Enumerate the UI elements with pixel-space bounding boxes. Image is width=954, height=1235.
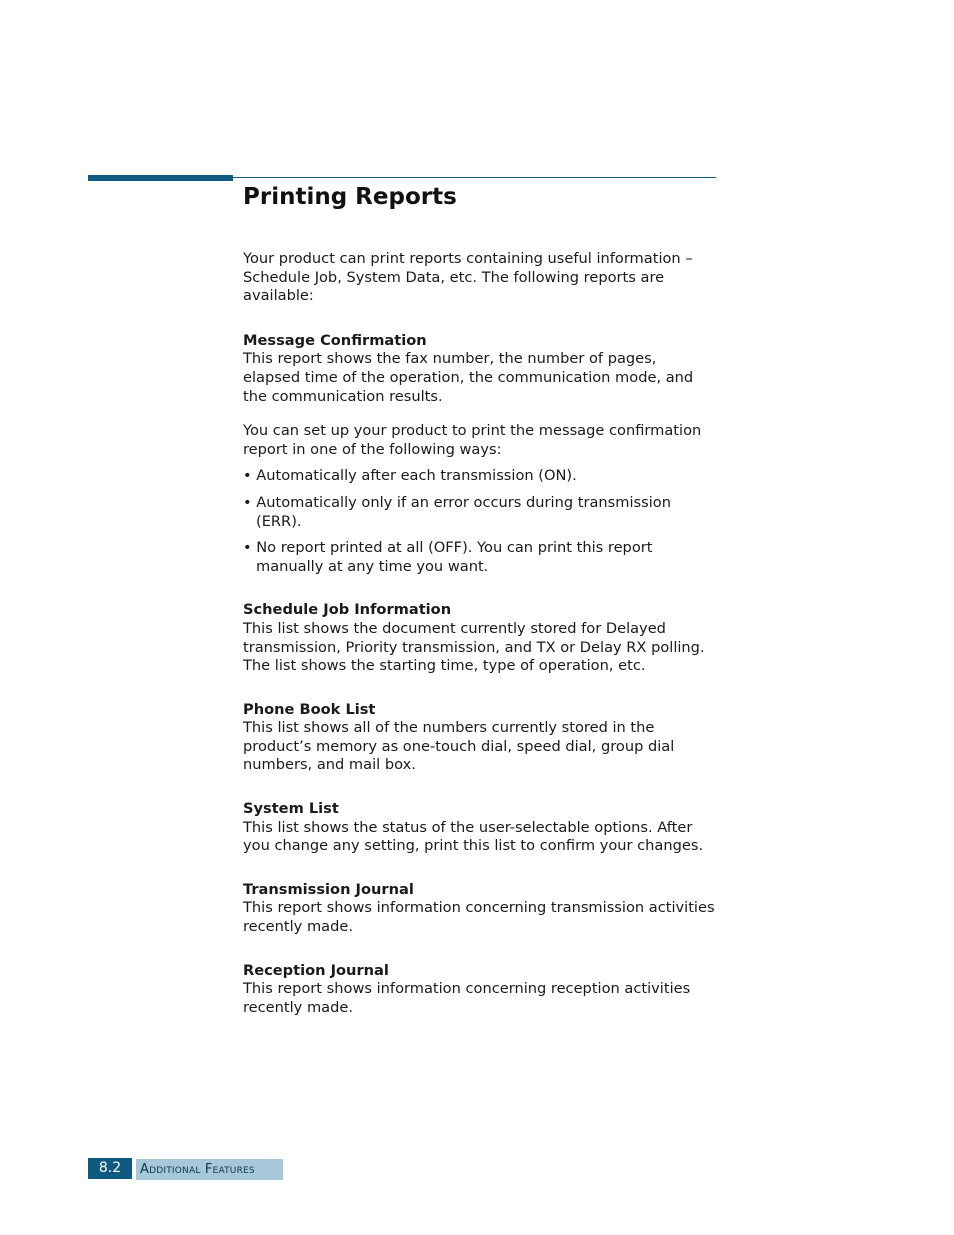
heading-rule-thick xyxy=(88,175,233,181)
page-title: Printing Reports xyxy=(243,184,457,210)
section-heading-system-list: System List xyxy=(243,800,339,818)
phone-book-paragraph: This list shows all of the numbers currently stored in the product’s memory as one-touch dial, speed dial, group dial numbers, and mail box. xyxy=(243,719,675,774)
list-item-option-on: • Automatically after each transmission (ON). xyxy=(243,467,577,485)
section-heading-message-confirmation: Message Confirmation xyxy=(243,331,427,349)
message-confirmation-options-list xyxy=(243,467,718,576)
footer-page-number: 8.2 xyxy=(88,1158,132,1179)
list-item-option-err: • Automatically only if an error occurs during transmission (ERR). xyxy=(243,493,671,530)
reception-journal-paragraph: This report shows information concerning reception activities recently made. xyxy=(243,980,691,1016)
message-confirmation-paragraph-2: You can set up your product to print the message confirmation report in one of the following ways: xyxy=(243,422,702,458)
heading-rule-thin xyxy=(233,177,716,178)
page-content xyxy=(243,250,718,1017)
intro-paragraph: Your product can print reports containing useful information – Schedule Job, System Data, etc. The following reports are available: xyxy=(243,250,693,305)
section-heading-phone-book-list: Phone Book List xyxy=(243,700,376,718)
schedule-job-paragraph: This list shows the document currently stored for Delayed transmission, Priority transmission, and TX or Delay RX polling. The list shows the starting time, type of operation, etc. xyxy=(243,619,705,675)
transmission-journal-paragraph: This report shows information concerning transmission activities recently made. xyxy=(243,899,715,936)
system-list-paragraph: This list shows the status of the user-selectable options. After you change any setting, print this list to confirm your changes. xyxy=(243,818,704,855)
section-heading-transmission-journal: Transmission Journal xyxy=(243,880,414,898)
section-heading-reception-journal: Reception Journal xyxy=(243,961,389,979)
message-confirmation-paragraph-1: This report shows the fax number, the number of pages, elapsed time of the operation, the communication mode, and the communication results. xyxy=(243,350,694,405)
section-heading-schedule-job-information: Schedule Job Information xyxy=(243,601,452,619)
list-item-option-off: • No report printed at all (OFF). You can print this report manually at any time you want. xyxy=(243,539,653,575)
footer-chapter-label: Additional Features xyxy=(136,1159,283,1180)
